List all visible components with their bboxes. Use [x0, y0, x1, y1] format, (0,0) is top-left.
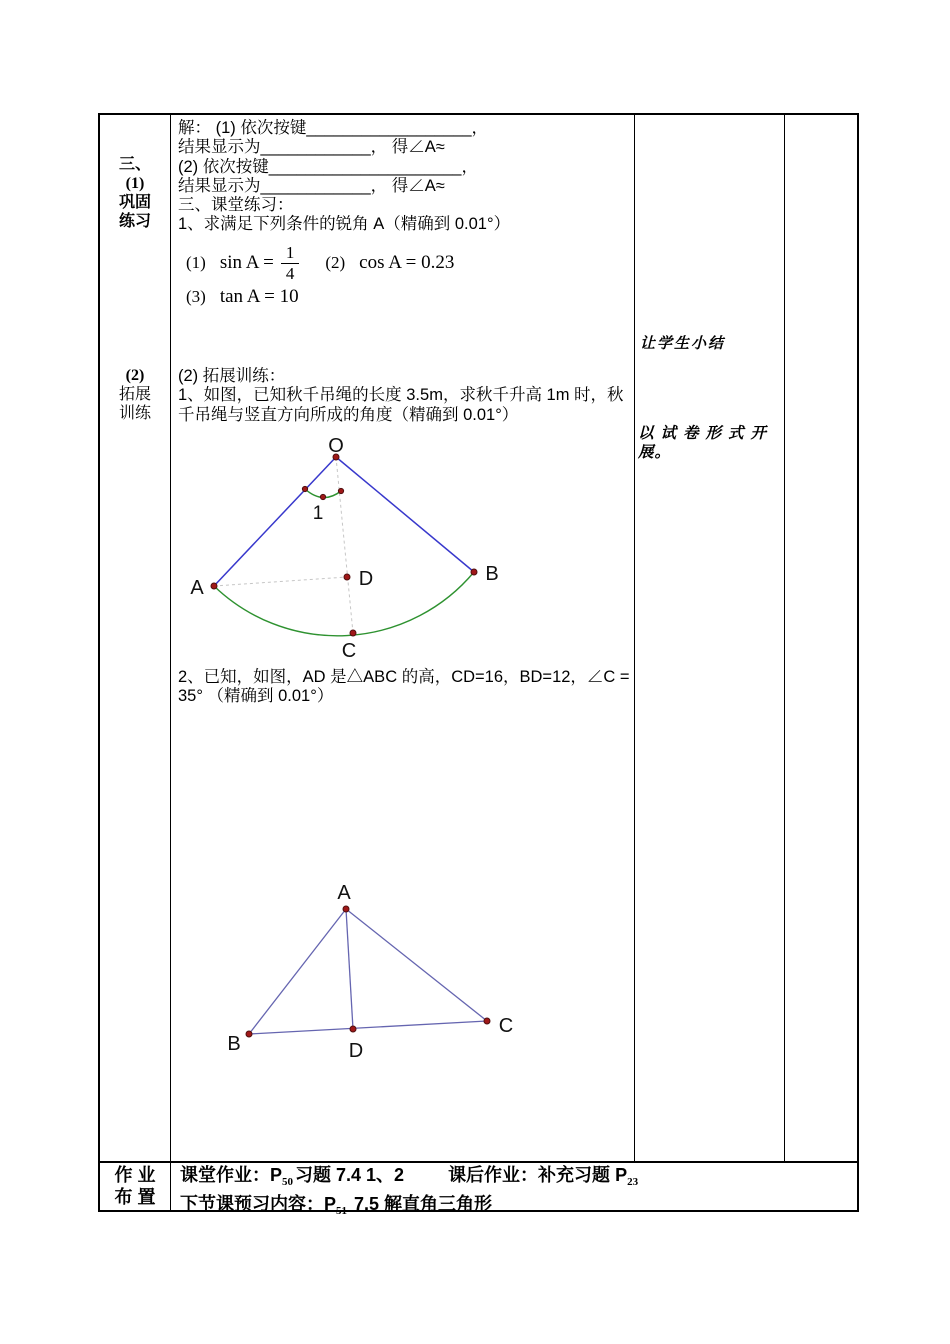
section-label-consolidation: [100, 155, 170, 231]
homework-row-divider: [100, 1161, 857, 1163]
segment-BC: [249, 1021, 487, 1034]
column-divider-1: [170, 115, 171, 1210]
practice-formula-row-2: [186, 285, 299, 309]
point-A: [211, 583, 217, 589]
page-subscript: 50: [282, 1176, 294, 1188]
formula-cos: cos A = 0.23: [359, 252, 455, 273]
column-divider-2: [634, 115, 635, 1161]
homework-label-line: 布 置: [114, 1186, 156, 1207]
angle-mark-point-left: [302, 486, 307, 491]
expansion-problem1-line: 1、如图，已知秋千吊绳的长度 3.5m，求秋千升高 1m 时，秋: [178, 386, 624, 405]
homework-content: [180, 1164, 852, 1222]
point-D: [344, 574, 350, 580]
problem2-line: 35° （精确到 0.01°）: [178, 687, 334, 706]
fraction-numerator: 1: [281, 244, 300, 264]
page-subscript: 51: [336, 1205, 348, 1217]
arc-ACB: [214, 572, 474, 636]
formula-sin: sin A =: [219, 252, 274, 273]
solution-line: 1、求满足下列条件的锐角 A（精确到 0.01°）: [178, 215, 511, 234]
homework-line-1: [180, 1164, 852, 1193]
section-label-line: (1): [125, 175, 145, 192]
point-C: [484, 1018, 490, 1024]
label-A: A: [190, 577, 204, 599]
label-D: D: [358, 568, 374, 590]
fraction: [281, 244, 300, 283]
column-divider-3: [784, 115, 785, 1161]
solution-line: 解： (1) 依次按键__________________，: [178, 119, 489, 137]
item-number: (3): [186, 287, 206, 306]
section-label-expansion: [100, 366, 170, 423]
homework-text: 课堂作业：P: [180, 1165, 283, 1185]
problem2-line: 2、已知，如图，AD 是△ABC 的高，CD=16，BD=12，∠C =: [178, 668, 630, 686]
section-label-line: 拓展: [118, 386, 151, 403]
section-label-line: 训练: [118, 405, 151, 422]
segment-AB: [249, 909, 346, 1034]
expansion-problem1-line: 千吊绳与竖直方向所成的角度（精确到 0.01°）: [178, 405, 519, 424]
teacher-note-line: 以试卷形式开: [638, 425, 774, 442]
solution-text-block: [178, 119, 634, 235]
label-A: A: [337, 882, 351, 904]
formula-tan: tan A = 10: [219, 286, 299, 307]
solution-line: 结果显示为____________， 得∠A≈: [178, 176, 445, 195]
homework-text: 7.5 解直角三角形: [349, 1194, 493, 1214]
expansion-text-block: [178, 367, 634, 425]
item-number: (1): [186, 253, 206, 272]
section-label-line: 三、: [118, 156, 151, 173]
dashed-line-OC: [336, 457, 353, 633]
item-number: (2): [325, 253, 346, 272]
label-C: C: [341, 640, 357, 662]
homework-text: 下节课预习内容：P: [180, 1194, 337, 1214]
lesson-plan-table: [98, 113, 859, 1217]
section-label-line: 练习: [118, 213, 151, 230]
section-label-line: (2): [125, 367, 145, 384]
segment-AD: [346, 909, 353, 1029]
problem2-text-block: [178, 668, 634, 707]
segment-AC: [346, 909, 487, 1021]
homework-text: 习题 7.4 1、2: [295, 1165, 405, 1185]
label-angle-1: 1: [312, 503, 324, 524]
homework-label-line: 作 业: [114, 1165, 156, 1185]
page-subscript: 23: [627, 1176, 639, 1188]
teacher-note-summary: 让学生小结: [640, 335, 726, 352]
expansion-title: (2) 拓展训练：: [178, 367, 286, 385]
fraction-denominator: 4: [285, 263, 295, 283]
section-label-line: 巩固: [118, 194, 151, 211]
teacher-note-line: 展。: [638, 444, 672, 461]
point-D: [350, 1026, 356, 1032]
solution-line: 结果显示为____________， 得∠A≈: [178, 138, 445, 157]
point-B: [471, 569, 477, 575]
homework-line-2: [180, 1193, 852, 1222]
solution-line: (2) 依次按键_____________________，: [178, 157, 478, 176]
dashed-line-AD: [214, 577, 347, 586]
homework-section-label: [100, 1165, 170, 1208]
point-A: [343, 906, 349, 912]
figure-swing-sector: [180, 435, 520, 665]
label-O: O: [328, 435, 344, 457]
figure-triangle-abc: [210, 875, 530, 1065]
label-C: C: [498, 1015, 514, 1037]
point-B: [246, 1031, 252, 1037]
point-C: [350, 630, 356, 636]
label-B: B: [485, 563, 499, 585]
teacher-note-test-format: [638, 424, 786, 462]
practice-formula-row-1: [186, 241, 454, 285]
label-D: D: [348, 1040, 364, 1062]
angle-mark-point-right: [338, 488, 343, 493]
angle-mark-point-mid: [320, 494, 325, 499]
homework-text: 课后作业：补充习题 P: [448, 1165, 628, 1185]
segment-OB: [336, 457, 474, 572]
label-B: B: [227, 1033, 241, 1055]
solution-line: 三、课堂练习：: [178, 196, 294, 215]
